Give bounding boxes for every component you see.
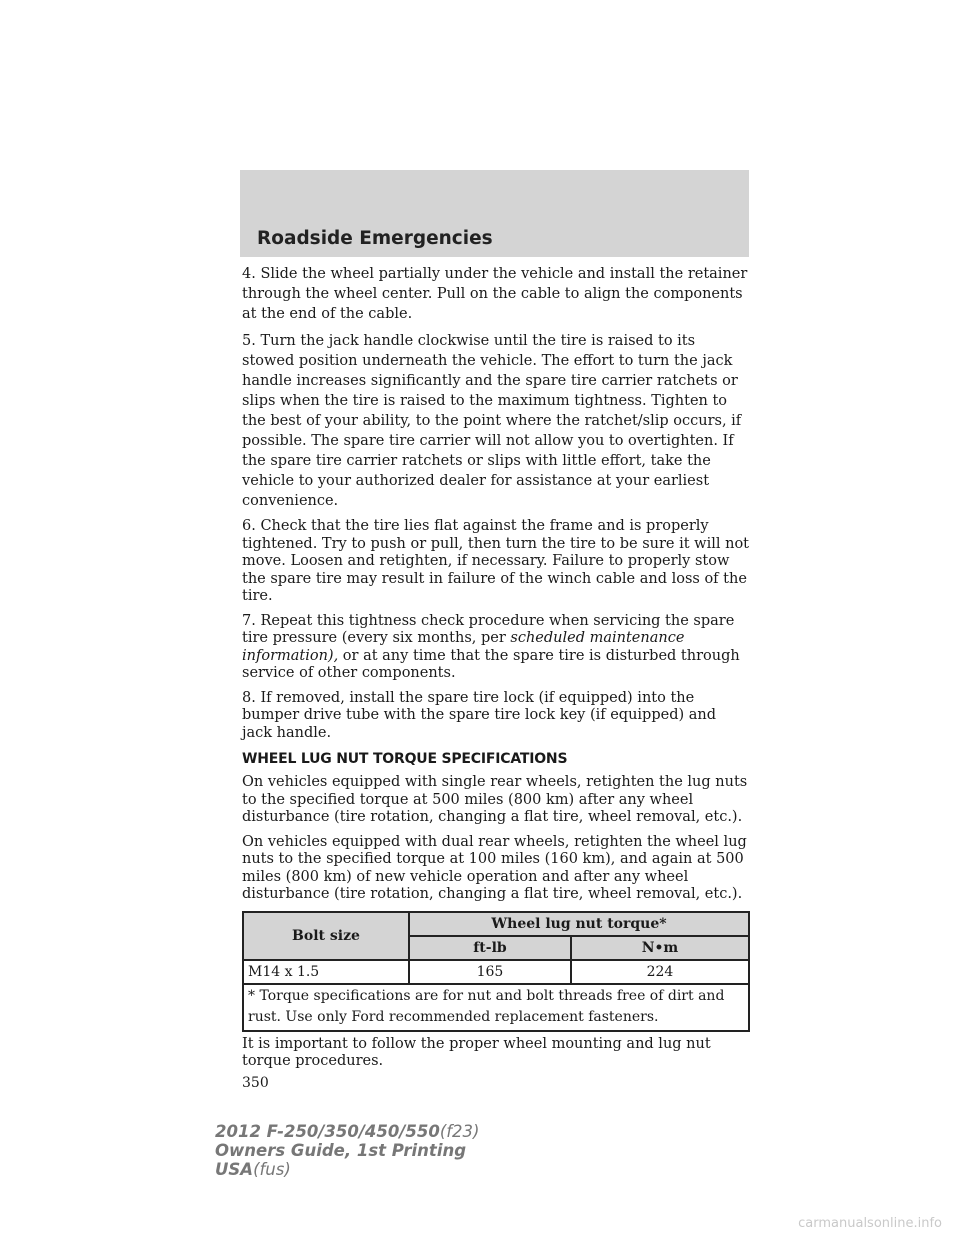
step-5: 5. Turn the jack handle clockwise until the tire is raised to its stowed position underneath the vehicle. The effort to turn the jack handle increases significantly and the spare tire carrier ratchets or slips when the tire is raised to the maximum tightness. Tighten to the best of your ability, to the point where the ratchet/slip occurs, if possible. The spare tire carrier will not allow you to overtighten. If the spare tire carrier ratchets or slips with little effort, take the vehicle to your authorized dealer for assistance at your earliest convenience. — [242, 333, 742, 509]
closing-paragraph: It is important to follow the proper wheel mounting and lug nut torque procedures. — [242, 1035, 711, 1069]
single-rear-wheel-paragraph: On vehicles equipped with single rear wheels, retighten the lug nuts to the specified torque at 500 miles (800 km) after any wheel disturbance (tire rotation, changing a flat tire, wheel removal, etc.). — [242, 774, 748, 825]
section-header-bar — [240, 170, 749, 257]
maintenance-reference: scheduled maintenance information), — [242, 630, 685, 664]
step-7-text-end: or at any time that the spare tire is disturbed through service of other components. — [242, 647, 740, 681]
footer-market: USA — [215, 1160, 254, 1179]
unit-nm-header: N•m — [571, 936, 749, 960]
dual-rear-wheel-paragraph: On vehicles equipped with dual rear wheels, retighten the wheel lug nuts to the specified torque at 100 miles (160 km), and again at 500 miles (800 km) of new vehicle operation and after any wheel disturbance (tire rotation, changing a flat tire, wheel removal, etc.). — [242, 833, 747, 902]
table-footnote: * Torque specifications are for nut and bolt threads free of dirt and rust. Use only Ford recommended replacement fasteners. — [243, 984, 749, 1031]
footer-model-code: (f23) — [439, 1122, 480, 1141]
footer-market-code: (fus) — [253, 1160, 291, 1179]
step-7-text-start: 7. Repeat this tightness check procedure when servicing the spare tire pressure (every six months, per — [242, 612, 735, 646]
torque-spec-table — [242, 911, 750, 1032]
watermark: carmanualsonline.info — [798, 1216, 942, 1231]
footer-line-2: Owners Guide, 1st Printing — [215, 1141, 467, 1160]
section-title: Roadside Emergencies — [257, 228, 493, 249]
table-row — [243, 960, 749, 984]
bolt-size-cell: M14 x 1.5 — [243, 960, 409, 984]
torque-header: Wheel lug nut torque* — [409, 912, 749, 936]
step-6: 6. Check that the tire lies flat against the frame and is properly tightened. Try to push or pull, then turn the tire to be sure it will not move. Loosen and retighten, if necessary. Failure to properly stow the spare tire may result in failure of the winch cable and loss of the tire. — [242, 518, 749, 604]
unit-ftlb-header: ft-lb — [409, 936, 571, 960]
table-footnote-row — [243, 984, 749, 1031]
footer-line-1 — [215, 1122, 480, 1141]
nm-cell: 224 — [571, 960, 749, 984]
footer-model: 2012 F-250/350/450/550 — [215, 1122, 440, 1141]
page-number: 350 — [242, 1074, 269, 1091]
torque-section-heading: WHEEL LUG NUT TORQUE SPECIFICATIONS — [242, 751, 568, 767]
ftlb-cell: 165 — [409, 960, 571, 984]
table-header-row — [243, 912, 749, 936]
step-8: 8. If removed, install the spare tire lock (if equipped) into the bumper drive tube with the spare tire lock key (if equipped) and jack handle. — [242, 689, 717, 741]
footer-line-3 — [215, 1160, 480, 1179]
step-4: 4. Slide the wheel partially under the vehicle and install the retainer through the wheel center. Pull on the cable to align the components at the end of the cable. — [242, 266, 748, 322]
step-7 — [242, 613, 750, 683]
page-content — [242, 264, 750, 1093]
bolt-size-header: Bolt size — [243, 912, 409, 960]
print-footer — [215, 1122, 480, 1179]
